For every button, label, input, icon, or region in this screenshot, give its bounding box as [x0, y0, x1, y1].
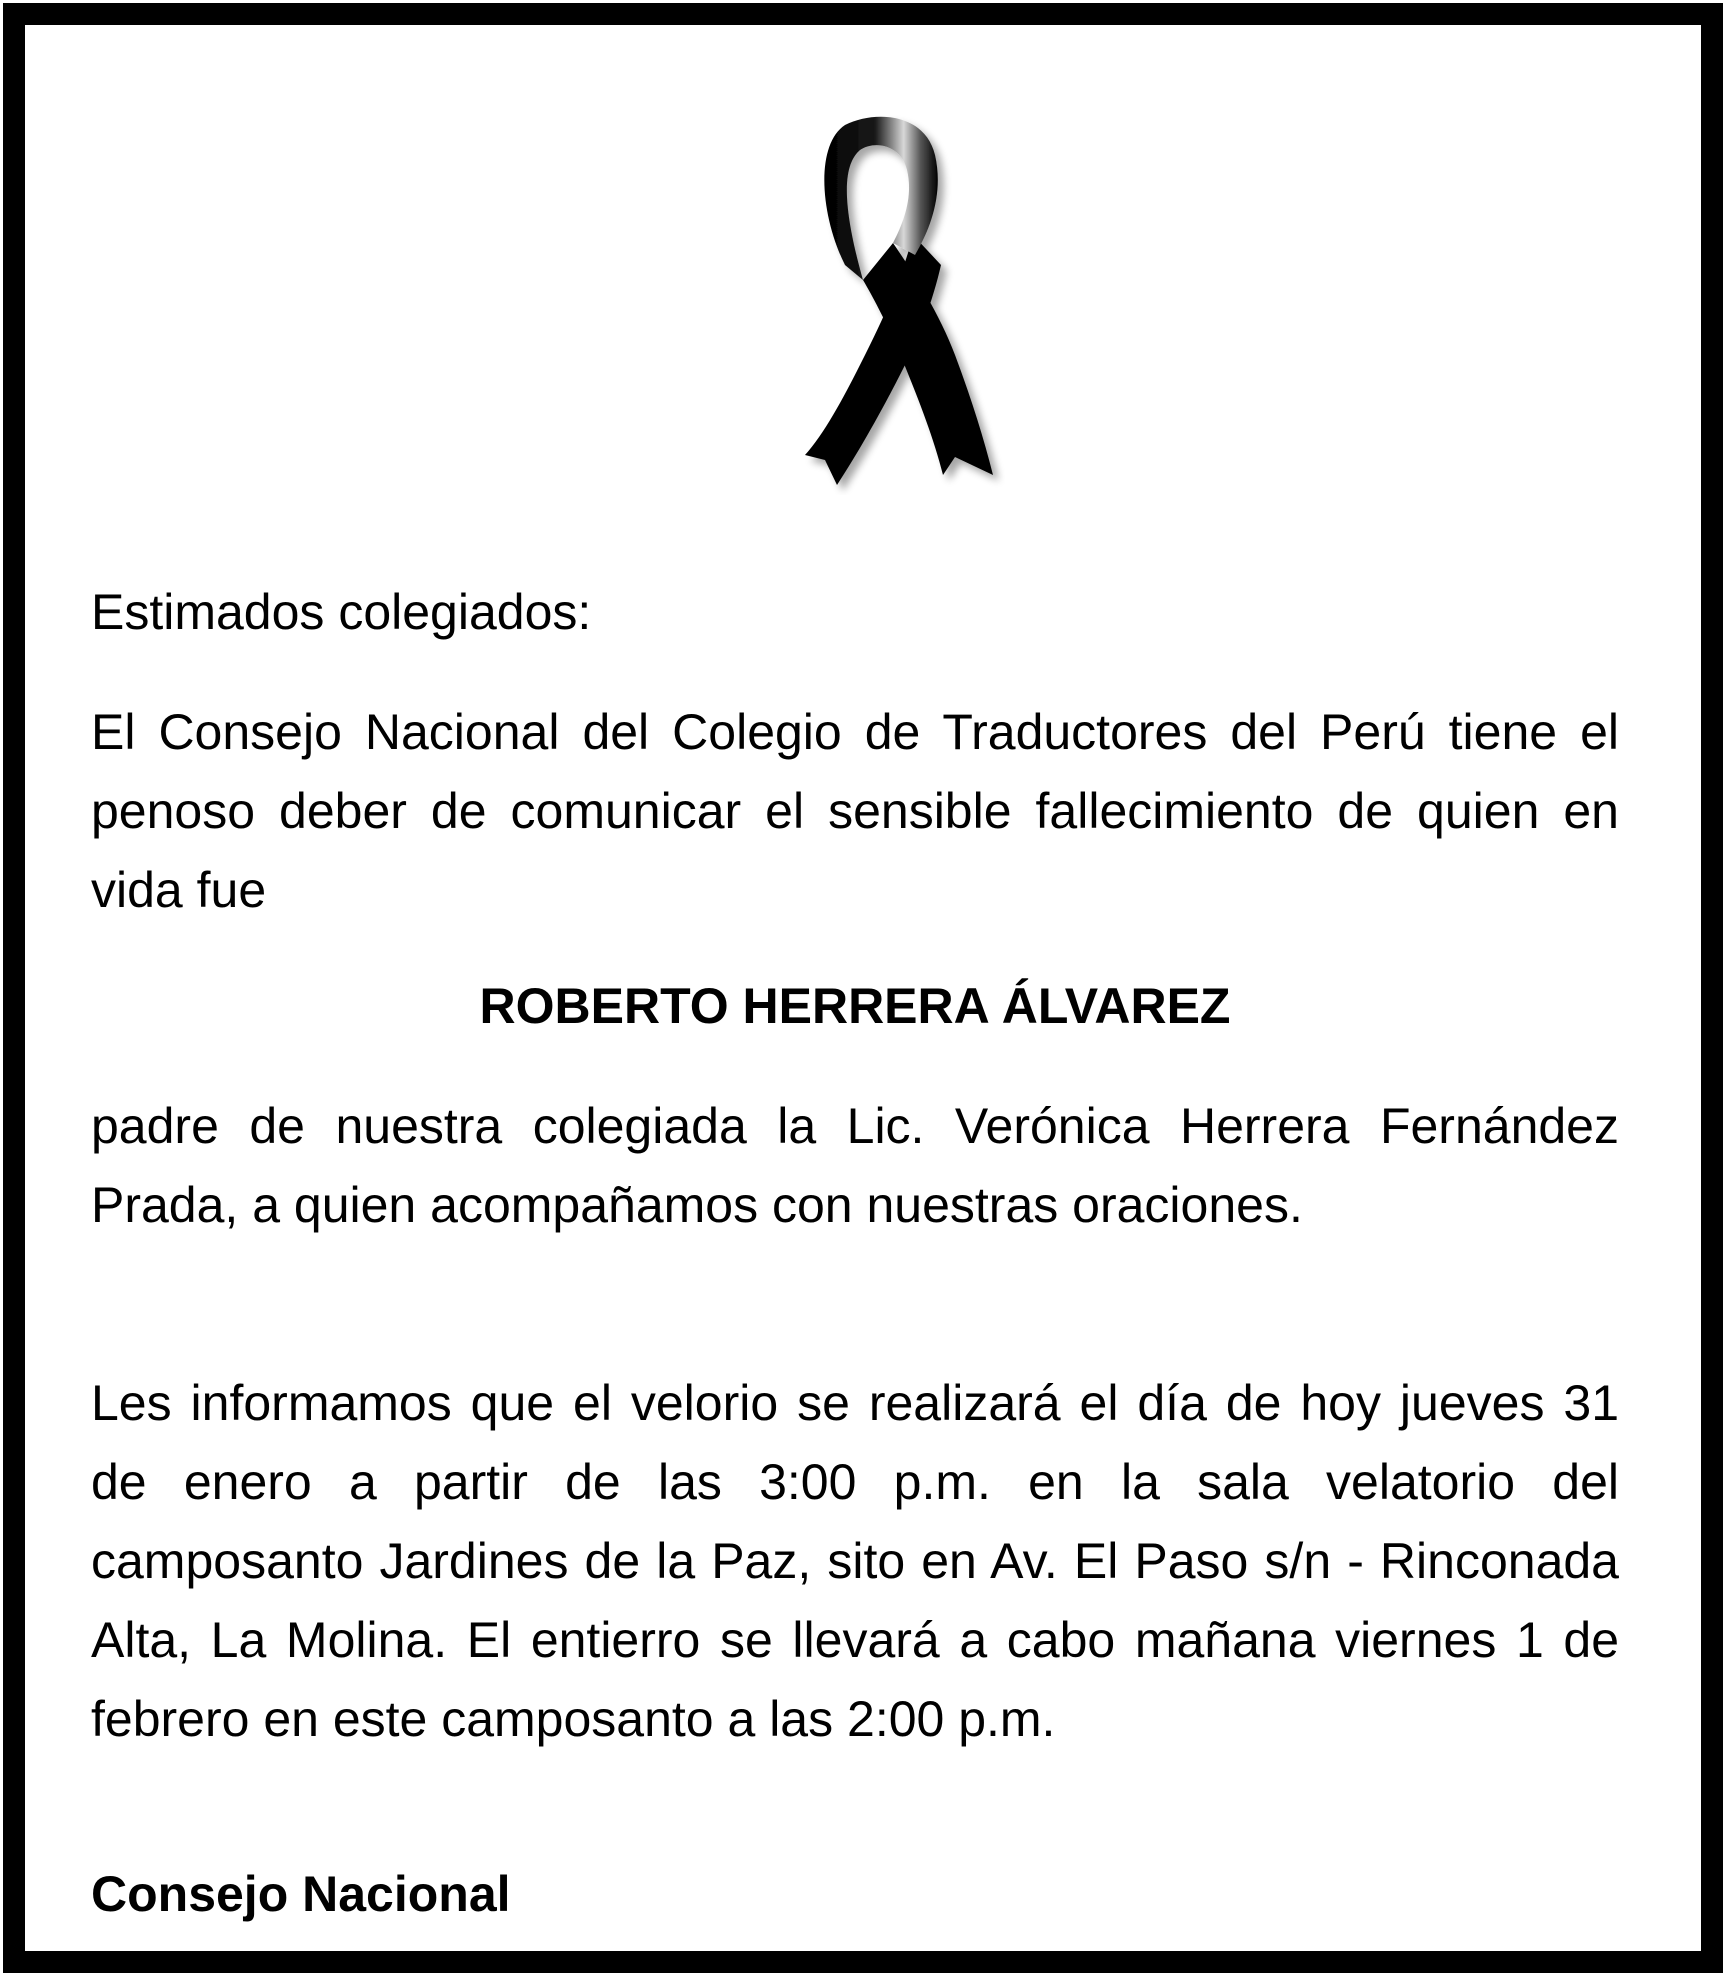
greeting-text: Estimados colegiados:	[91, 584, 592, 640]
mourning-ribbon-icon	[775, 115, 1005, 495]
relation-paragraph: padre de nuestra colegiada la Lic. Verónica Herrera Fernández Prada, a quien acompañamos con nuestras oraciones.	[91, 1098, 1619, 1233]
mourning-border-frame	[3, 3, 1723, 1973]
announcement-paragraph: El Consejo Nacional del Colegio de Traductores del Perú tiene el penoso deber de comunicar el sensible fallecimiento de quien en vida fue	[91, 704, 1619, 918]
deceased-name-heading: ROBERTO HERRERA ÁLVAREZ	[479, 978, 1231, 1034]
signature-text: Consejo Nacional	[91, 1866, 511, 1922]
funeral-details-paragraph: Les informamos que el velorio se realizará el día de hoy jueves 31 de enero a partir de las 3:00 p.m. en la sala velatorio del camposanto Jardines de la Paz, sito en Av. El Paso s/n - Rinconada Alta, La Molina. El entierro se llevará a cabo mañana viernes 1 de febrero en este camposanto a las 2:00 p.m.	[91, 1375, 1619, 1747]
